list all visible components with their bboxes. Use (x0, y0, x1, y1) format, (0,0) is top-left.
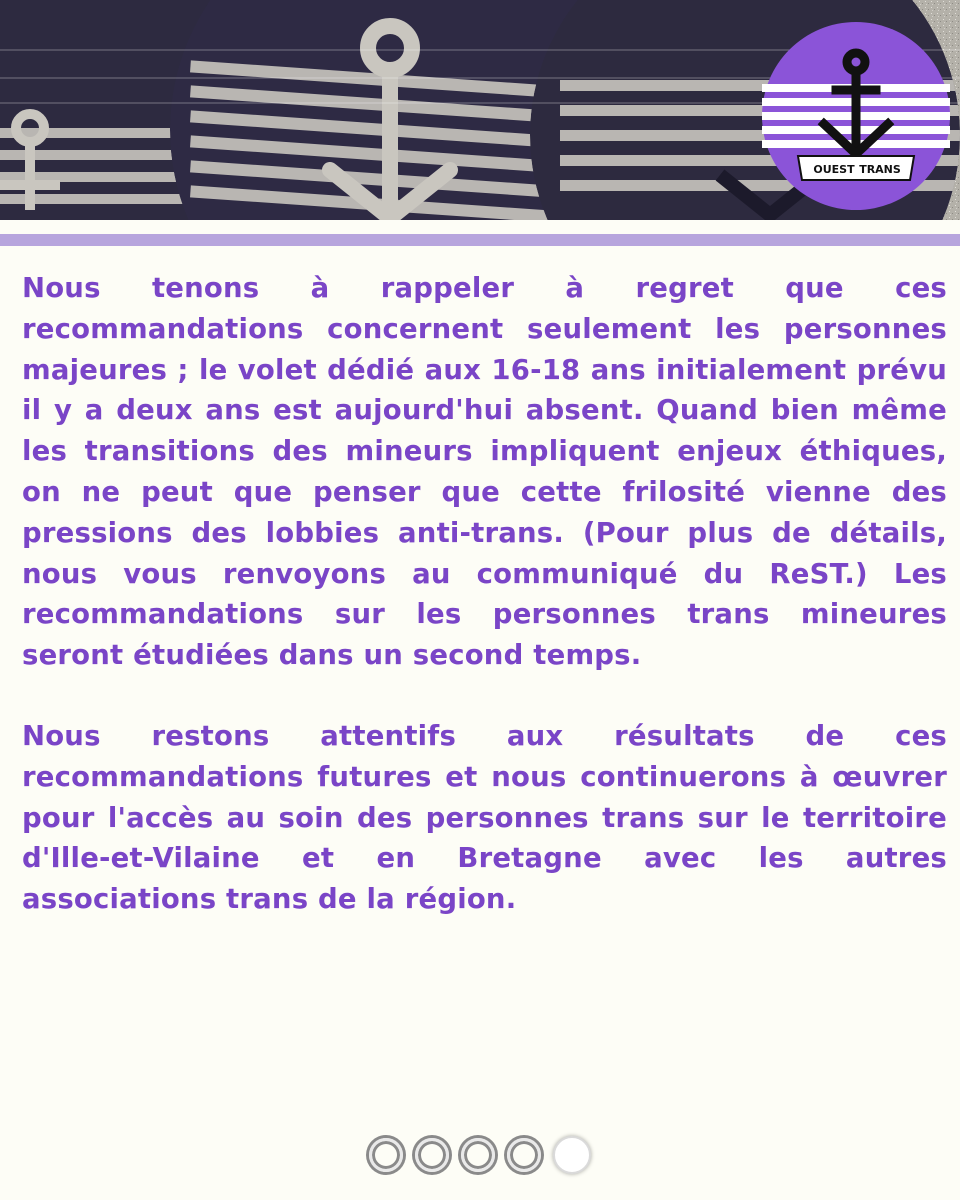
paragraph-commitment: Nous restons attentifs aux résultats de ces recommandations futures et nous continuerons à œuvrer pour l'accès au soin des personnes trans sur le territoire d'Ille-et-Vilaine et en Bretagne avec les autres associations trans de la région. (22, 719, 947, 916)
banner-photo (0, 0, 960, 220)
carousel-dot-3[interactable] (461, 1138, 495, 1172)
post-body (22, 268, 947, 920)
logo-word-trans: TRANS (859, 163, 901, 176)
logo-word-ouest: OUEST (813, 163, 855, 176)
paragraph-minors: Nous tenons à rappeler à regret que ces recommandations concernent seulement les personnes majeures ; le volet dédié aux 16-18 ans initialement prévu il y a deux ans est aujourd'hui absent. Quand bien même les transitions des mineurs impliquent enjeux éthiques, on ne peut que penser que cette frilosité vienne des pressions des lobbies anti-trans. (Pour plus de détails, nous vous renvoyons au communiqué du ReST.) Les recommandations sur les personnes trans mineures seront étudiées dans un second temps. (22, 272, 947, 672)
carousel-dot-2[interactable] (415, 1138, 449, 1172)
carousel-pagination (0, 1135, 960, 1179)
carousel-dot-4[interactable] (507, 1138, 541, 1172)
carousel-dot-5-active[interactable] (553, 1136, 591, 1174)
accent-divider-bar (0, 234, 960, 246)
carousel-dot-1[interactable] (369, 1138, 403, 1172)
ouest-trans-logo (762, 22, 950, 210)
